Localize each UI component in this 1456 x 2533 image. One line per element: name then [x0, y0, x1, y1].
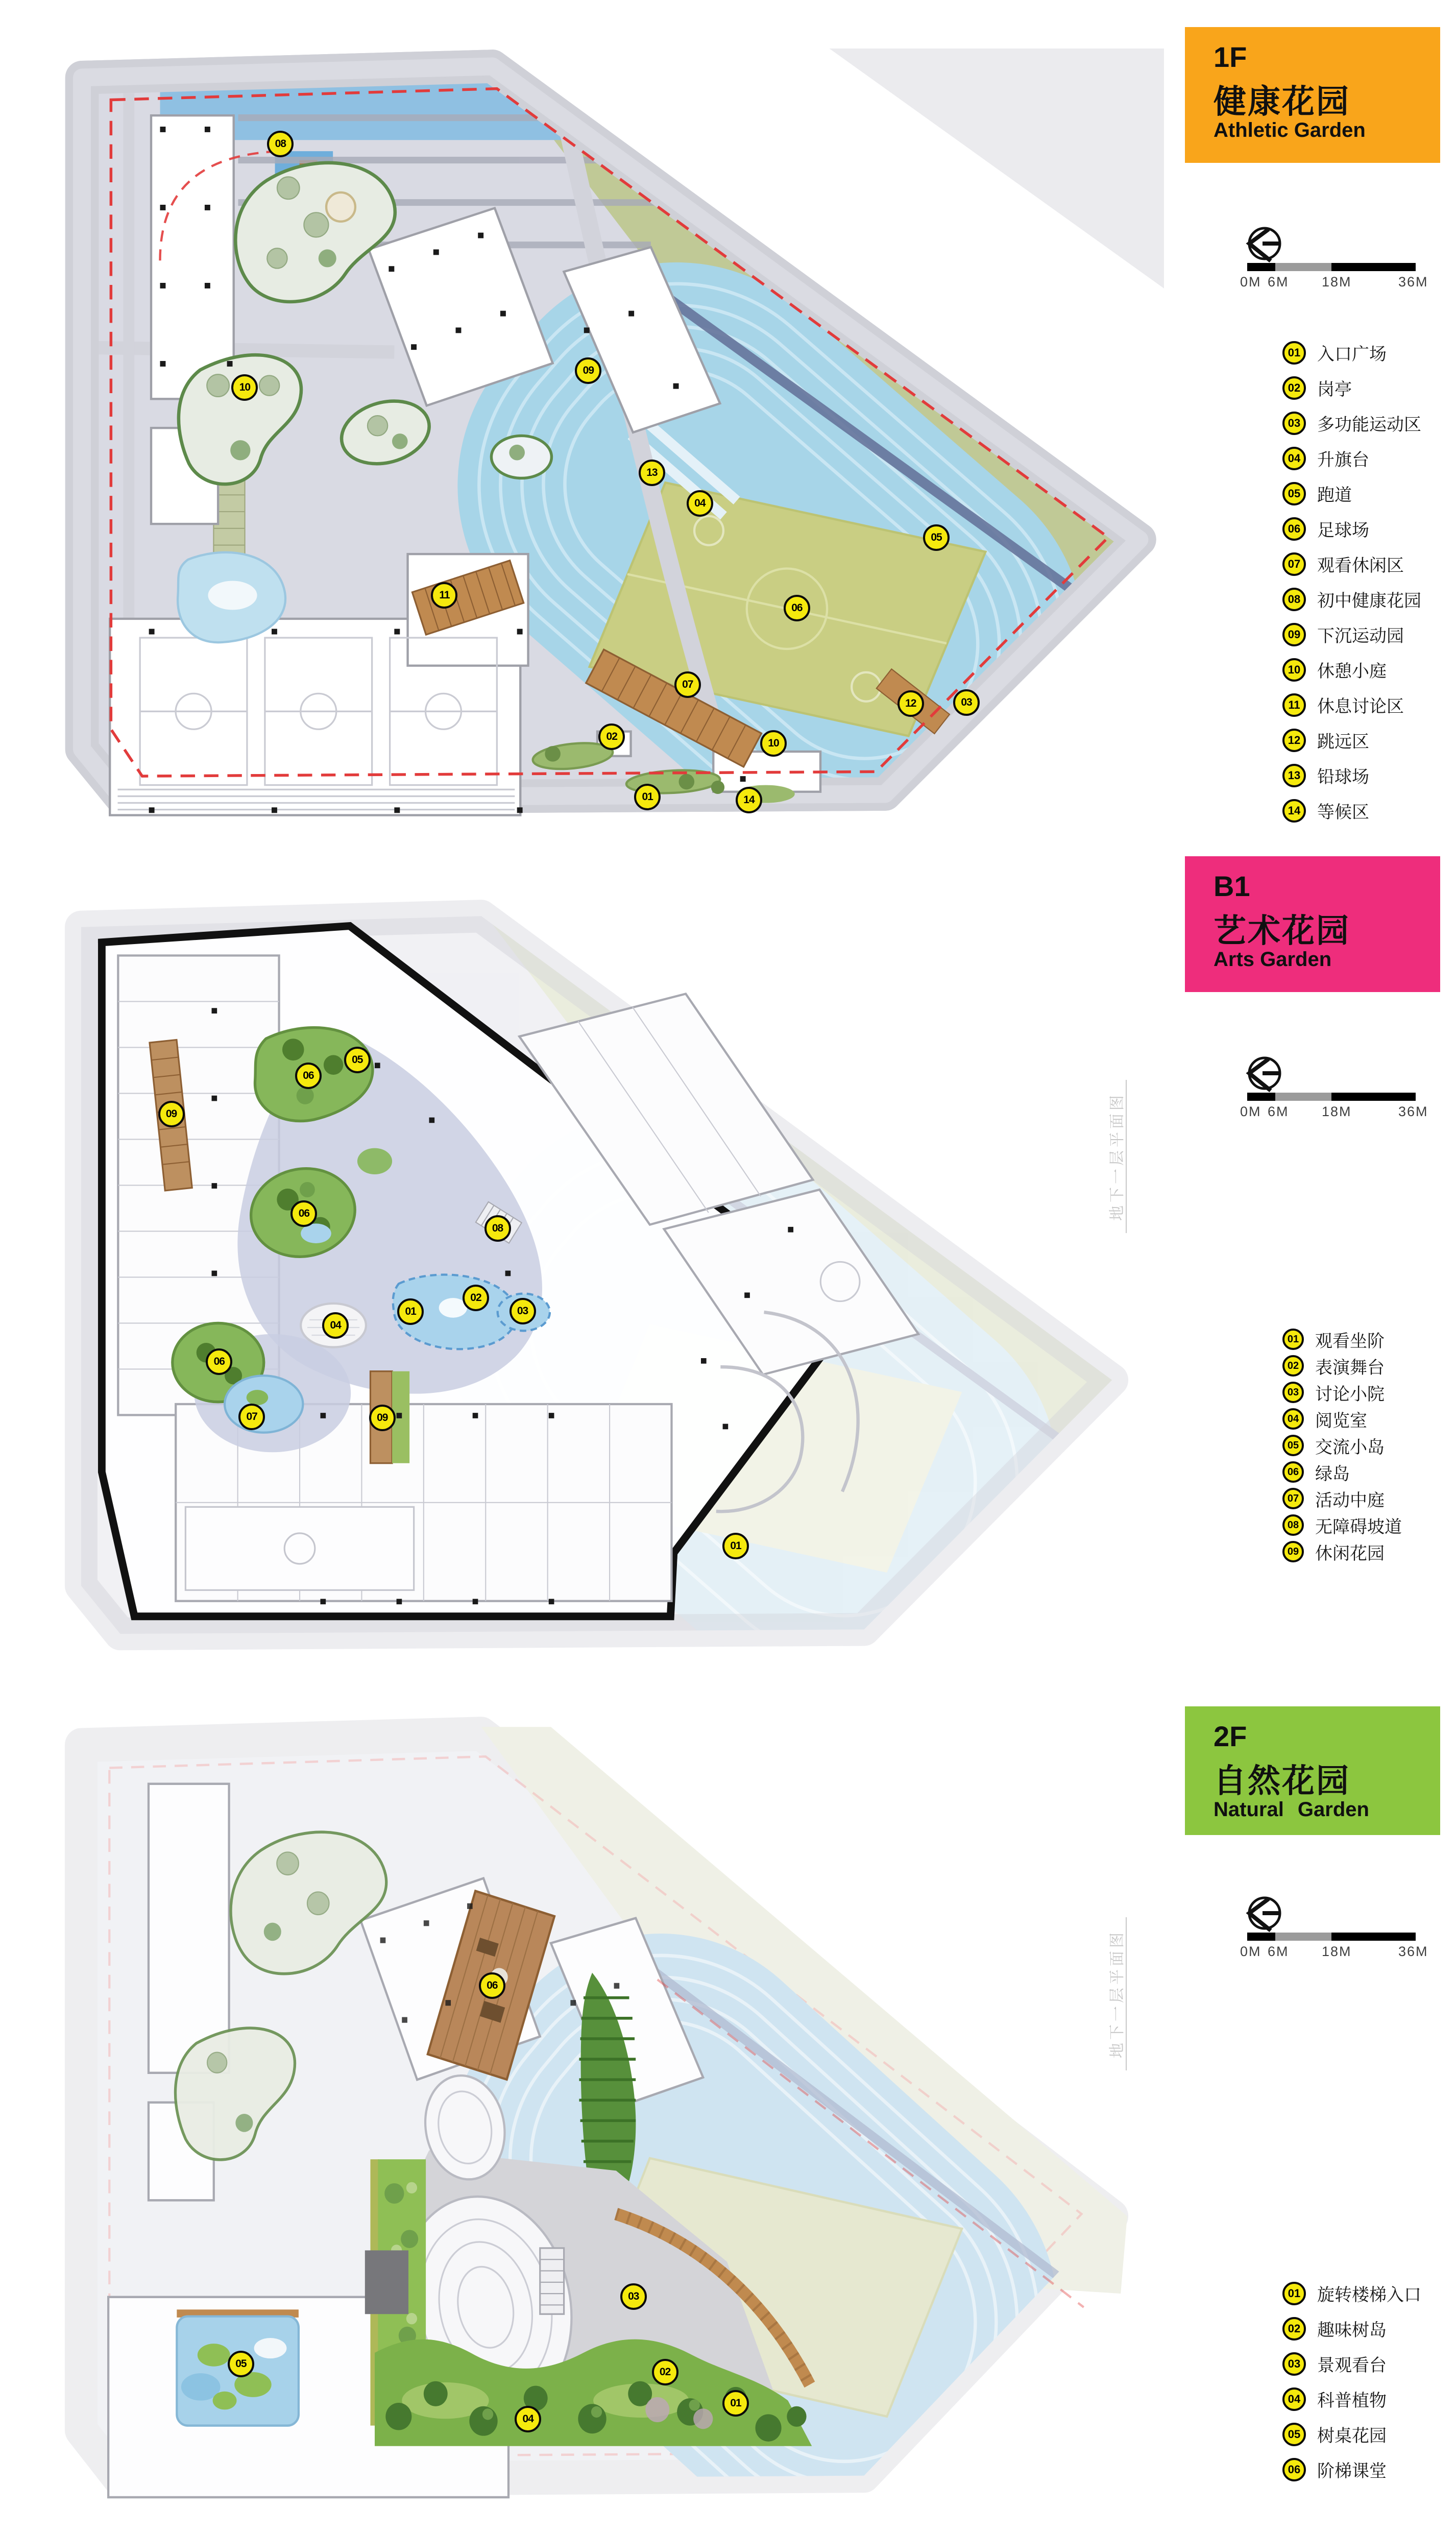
legend-number-badge: 06 [1282, 1461, 1304, 1483]
legend-number-badge: 03 [1282, 412, 1306, 435]
plan-marker-01: 01 [722, 2390, 749, 2417]
floor-title-zh: 健康花园 [1214, 83, 1350, 120]
floor-title-en: Arts Garden [1214, 948, 1332, 971]
legend-label: 铅球场 [1317, 767, 1369, 787]
plan-marker-10: 10 [231, 374, 258, 401]
plan-marker-02: 02 [652, 2359, 678, 2385]
legend-item [1282, 370, 1454, 405]
scale-label: 36M [1398, 274, 1428, 290]
legend-item [1282, 1406, 1454, 1432]
legend-label: 休息讨论区 [1317, 697, 1404, 716]
legend-number-badge: 07 [1282, 552, 1306, 576]
plan-marker-10: 10 [760, 730, 787, 757]
legend-item [1282, 546, 1454, 582]
plan-marker-12: 12 [897, 690, 924, 717]
legend-label: 旋转楼梯入口 [1317, 2285, 1421, 2305]
scale-label: 0M [1240, 1944, 1261, 1959]
plan-marker-01: 01 [722, 1533, 749, 1559]
legend-number-badge: 01 [1282, 2282, 1306, 2305]
legend-item [1282, 335, 1454, 370]
legend-item [1282, 1432, 1454, 1459]
floor-plan-b1 [48, 899, 1136, 1664]
plan-marker-07: 07 [238, 1404, 265, 1430]
north-arrow-icon [1244, 1893, 1285, 1934]
plan-marker-03: 03 [509, 1298, 536, 1324]
legend-number-badge: 03 [1282, 1382, 1304, 1403]
legend-b1 [1282, 1326, 1454, 1565]
legend-item [1282, 758, 1454, 793]
legend-item [1282, 2452, 1454, 2487]
floor-title-zh: 自然花园 [1214, 1762, 1350, 1799]
legend-number-badge: 05 [1282, 2423, 1306, 2446]
legend-label: 树桌花园 [1317, 2426, 1387, 2446]
legend-number-badge: 11 [1282, 693, 1306, 717]
legend-label: 多功能运动区 [1317, 415, 1421, 435]
legend-item [1282, 1485, 1454, 1512]
plan-marker-07: 07 [674, 671, 701, 698]
legend-label: 休憩小庭 [1317, 662, 1387, 681]
scale-label: 36M [1398, 1104, 1428, 1119]
scale-bar-segments [1247, 1093, 1416, 1101]
legend-1f [1282, 335, 1454, 828]
legend-label: 观看坐阶 [1315, 1331, 1385, 1351]
legend-number-badge: 08 [1282, 1514, 1304, 1536]
legend-label: 科普植物 [1317, 2391, 1387, 2410]
floor-plan-1f [48, 49, 1164, 830]
plan-marker-03: 03 [953, 689, 980, 716]
legend-number-badge: 03 [1282, 2352, 1306, 2376]
legend-item [1282, 1379, 1454, 1406]
legend-number-badge: 02 [1282, 1355, 1304, 1377]
plan-marker-04: 04 [687, 490, 713, 517]
legend-number-badge: 12 [1282, 729, 1306, 752]
legend-number-badge: 04 [1282, 2387, 1306, 2411]
scale-label: 18M [1322, 1944, 1352, 1959]
legend-item [1282, 722, 1454, 758]
plan-marker-06: 06 [479, 1972, 505, 1999]
plan-marker-09: 09 [575, 357, 601, 384]
legend-number-badge: 02 [1282, 2317, 1306, 2341]
legend-number-badge: 14 [1282, 799, 1306, 823]
legend-label: 跳远区 [1317, 732, 1369, 752]
legend-number-badge: 09 [1282, 623, 1306, 646]
legend-item [1282, 652, 1454, 687]
legend-item [1282, 2346, 1454, 2381]
plan-marker-09: 09 [158, 1101, 185, 1127]
legend-item [1282, 1538, 1454, 1565]
scale-bar-segments [1247, 263, 1416, 271]
plan-marker-06: 06 [784, 595, 810, 621]
plan-marker-06: 06 [295, 1063, 322, 1089]
legend-label: 交流小岛 [1315, 1437, 1385, 1457]
legend-label: 观看休闲区 [1317, 556, 1404, 575]
legend-label: 讨论小院 [1315, 1384, 1385, 1404]
plan-marker-03: 03 [620, 2283, 647, 2310]
legend-label: 阅览室 [1315, 1411, 1367, 1431]
title-block-b1 [1185, 856, 1440, 992]
floor-title-zh: 艺术花园 [1214, 912, 1350, 949]
plan-marker-11: 11 [431, 582, 457, 609]
north-arrow-icon [1244, 1053, 1285, 1094]
plan-marker-04: 04 [322, 1312, 349, 1339]
floor-code: B1 [1214, 870, 1250, 902]
legend-item [1282, 1459, 1454, 1485]
scale-label: 0M [1240, 1104, 1261, 1119]
legend-label: 活动中庭 [1315, 1490, 1385, 1510]
scale-label: 18M [1322, 274, 1352, 290]
plan-caption-b1: 地下一层平面图 [1104, 1080, 1127, 1233]
scale-label: 36M [1398, 1944, 1428, 1959]
plan-caption-2f: 地下一层平面图 [1104, 1917, 1127, 2070]
legend-number-badge: 05 [1282, 1435, 1304, 1456]
legend-item [1282, 687, 1454, 722]
scale-bar-b1 [1240, 1053, 1428, 1129]
plan-marker-01: 01 [634, 784, 661, 810]
legend-label: 入口广场 [1317, 345, 1387, 364]
plan-marker-13: 13 [639, 460, 665, 486]
plan-marker-02: 02 [463, 1285, 489, 1311]
legend-number-badge: 06 [1282, 517, 1306, 541]
scale-label: 6M [1268, 1104, 1289, 1119]
scale-labels [1240, 274, 1428, 292]
legend-item [1282, 2417, 1454, 2452]
scale-labels [1240, 1104, 1428, 1121]
legend-item [1282, 2276, 1454, 2311]
marker-layer-1f [48, 49, 1164, 830]
north-arrow-icon [1244, 223, 1285, 264]
scale-labels [1240, 1944, 1428, 1961]
floor-code: 1F [1214, 41, 1247, 73]
legend-number-badge: 02 [1282, 376, 1306, 400]
floor-plan-2f [48, 1716, 1136, 2512]
legend-label: 休闲花园 [1315, 1543, 1385, 1563]
plan-marker-02: 02 [598, 723, 625, 750]
scale-bar-1f [1240, 223, 1428, 300]
legend-label: 阶梯课堂 [1317, 2462, 1387, 2481]
legend-item [1282, 1326, 1454, 1353]
legend-2f [1282, 2276, 1454, 2487]
legend-item [1282, 2311, 1454, 2346]
plan-marker-05: 05 [228, 2351, 254, 2377]
marker-layer-2f [48, 1716, 1136, 2512]
legend-number-badge: 05 [1282, 482, 1306, 505]
plan-marker-06: 06 [290, 1200, 317, 1227]
scale-label: 6M [1268, 274, 1289, 290]
legend-number-badge: 10 [1282, 658, 1306, 682]
scale-label: 6M [1268, 1944, 1289, 1959]
legend-number-badge: 01 [1282, 1329, 1304, 1350]
plan-marker-04: 04 [515, 2406, 541, 2432]
legend-number-badge: 08 [1282, 588, 1306, 611]
marker-layer-b1 [48, 899, 1136, 1664]
legend-label: 等候区 [1317, 803, 1369, 822]
floor-title-en: Athletic Garden [1214, 118, 1366, 141]
plan-marker-06: 06 [206, 1348, 232, 1375]
legend-label: 跑道 [1317, 486, 1352, 505]
legend-label: 初中健康花园 [1317, 591, 1421, 611]
legend-item [1282, 441, 1454, 476]
legend-number-badge: 13 [1282, 764, 1306, 787]
title-block-2f [1185, 1706, 1440, 1835]
legend-number-badge: 04 [1282, 1408, 1304, 1430]
legend-label: 升旗台 [1317, 450, 1369, 470]
legend-label: 岗亭 [1317, 380, 1352, 399]
scale-bar-2f [1240, 1893, 1428, 1969]
scale-label: 18M [1322, 1104, 1352, 1119]
legend-label: 足球场 [1317, 521, 1369, 540]
legend-number-badge: 04 [1282, 447, 1306, 470]
legend-label: 景观看台 [1317, 2356, 1387, 2375]
plan-marker-05: 05 [923, 524, 950, 551]
scale-bar-segments [1247, 1933, 1416, 1941]
legend-item [1282, 2381, 1454, 2417]
legend-item [1282, 793, 1454, 828]
plan-marker-14: 14 [736, 787, 762, 813]
legend-number-badge: 07 [1282, 1488, 1304, 1509]
plan-marker-08: 08 [484, 1215, 511, 1242]
legend-number-badge: 01 [1282, 341, 1306, 365]
plan-marker-09: 09 [369, 1405, 396, 1431]
legend-label: 趣味树岛 [1317, 2321, 1387, 2340]
floor-title-en: Natural Garden [1214, 1798, 1369, 1821]
plan-marker-01: 01 [397, 1298, 424, 1325]
floor-code: 2F [1214, 1720, 1247, 1752]
plan-marker-05: 05 [344, 1047, 371, 1073]
legend-label: 无障碍坡道 [1315, 1517, 1402, 1537]
legend-item [1282, 405, 1454, 441]
legend-item [1282, 511, 1454, 546]
legend-label: 表演舞台 [1315, 1358, 1385, 1378]
title-block-1f [1185, 27, 1440, 163]
legend-label: 绿岛 [1315, 1464, 1350, 1484]
legend-item [1282, 476, 1454, 511]
legend-item [1282, 1512, 1454, 1538]
legend-label: 下沉运动园 [1317, 626, 1404, 646]
legend-item [1282, 582, 1454, 617]
legend-item [1282, 1353, 1454, 1379]
scale-label: 0M [1240, 274, 1261, 290]
legend-number-badge: 09 [1282, 1541, 1304, 1562]
legend-item [1282, 617, 1454, 652]
plan-marker-08: 08 [267, 131, 294, 157]
legend-number-badge: 06 [1282, 2458, 1306, 2481]
